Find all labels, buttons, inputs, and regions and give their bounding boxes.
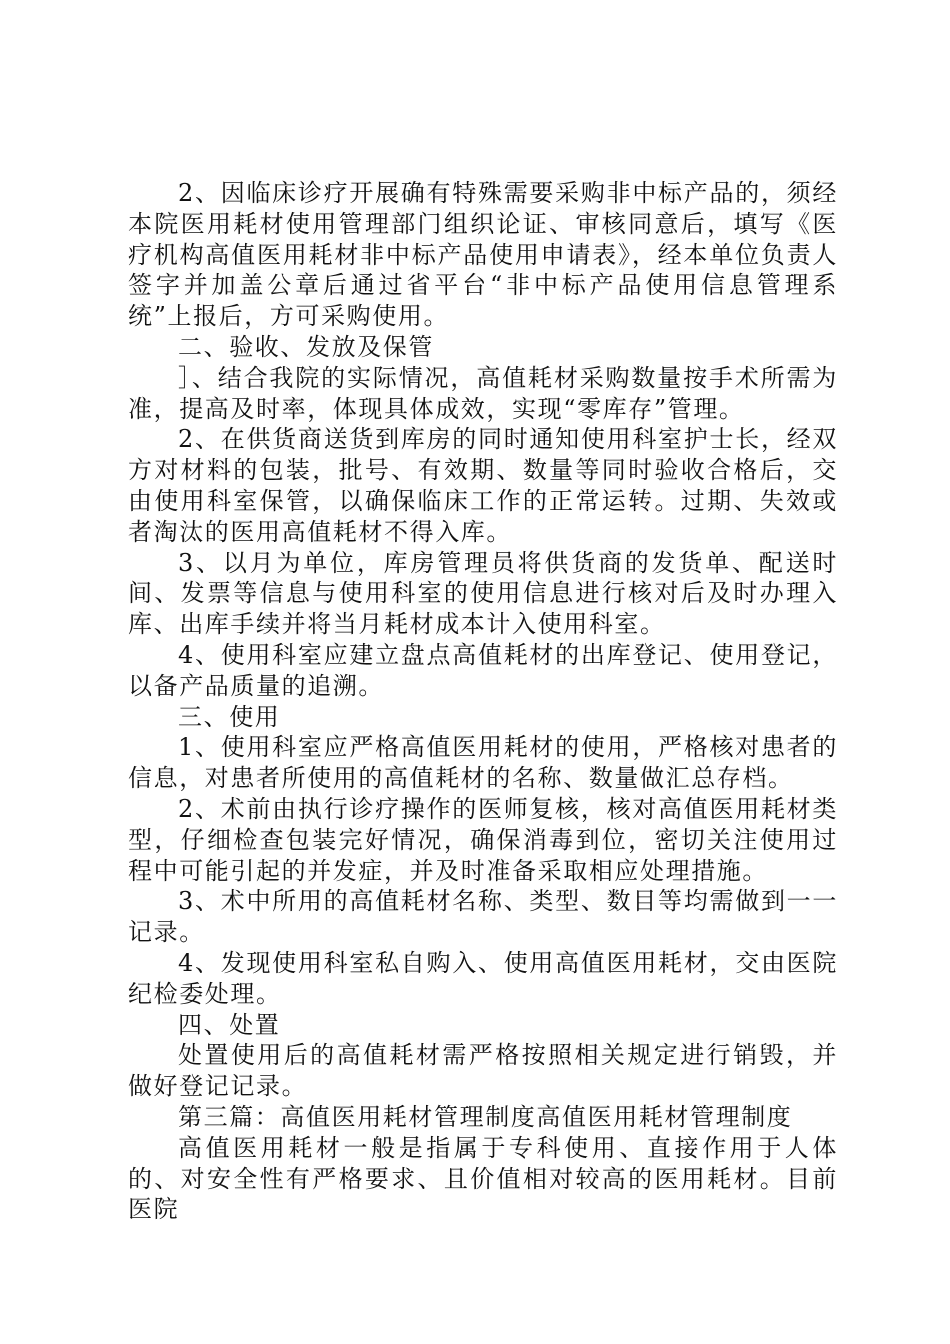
paragraph-acceptance-3: 3、以月为单位，库房管理员将供货商的发货单、配送时间、发票等信息与使用科室的使用信息进行核对后及时办理入库、出库手续并将当月耗材成本计入使用科室。 — [128, 548, 838, 639]
document-body — [128, 178, 838, 1225]
paragraph-acceptance-4: 4、使用科室应建立盘点高值耗材的出库登记、使用登记，以备产品质量的追溯。 — [128, 640, 838, 700]
paragraph-acceptance-1: ］、结合我院的实际情况，高值耗材采购数量按手术所需为准，提高及时率，体现具体成效，实现“零库存”管理。 — [128, 363, 838, 423]
section-heading-disposal: 四、处置 — [178, 1010, 281, 1039]
paragraph-usage-3: 3、术中所用的高值耗材名称、类型、数目等均需做到一一记录。 — [128, 887, 838, 947]
section-heading-usage: 三、使用 — [178, 702, 281, 731]
chapter-heading-part-three: 第三篇：高值医用耗材管理制度高值医用耗材管理制度 — [178, 1102, 793, 1131]
paragraph-definition: 高值医用耗材一般是指属于专科使用、直接作用于人体的、对安全性有严格要求、且价值相对较高的医用耗材。目前医院 — [128, 1133, 838, 1224]
paragraph-disposal: 处置使用后的高值耗材需严格按照相关规定进行销毁，并做好登记记录。 — [128, 1041, 838, 1101]
section-heading-acceptance: 二、验收、发放及保管 — [178, 332, 434, 361]
paragraph-usage-1: 1、使用科室应严格高值医用耗材的使用，严格核对患者的信息，对患者所使用的高值耗材的名称、数量做汇总存档。 — [128, 733, 838, 793]
paragraph-non-bid-procurement: 2、因临床诊疗开展确有特殊需要采购非中标产品的，须经本院医用耗材使用管理部门组织论证、审核同意后，填写《医疗机构高值医用耗材非中标产品使用申请表》，经本单位负责人签字并加盖公章后通过省平台“非中标产品使用信息管理系统”上报后，方可采购使用。 — [128, 179, 838, 331]
paragraph-usage-4: 4、发现使用科室私自购入、使用高值医用耗材，交由医院纪检委处理。 — [128, 948, 838, 1008]
paragraph-usage-2: 2、术前由执行诊疗操作的医师复核，核对高值医用耗材类型，仔细检查包装完好情况，确保消毒到位，密切关注使用过程中可能引起的并发症，并及时准备采取相应处理措施。 — [128, 794, 838, 885]
paragraph-acceptance-2: 2、在供货商送货到库房的同时通知使用科室护士长，经双方对材料的包装，批号、有效期、数量等同时验收合格后，交由使用科室保管，以确保临床工作的正常运转。过期、失效或者淘汰的医用高值耗材不得入库。 — [128, 425, 838, 546]
